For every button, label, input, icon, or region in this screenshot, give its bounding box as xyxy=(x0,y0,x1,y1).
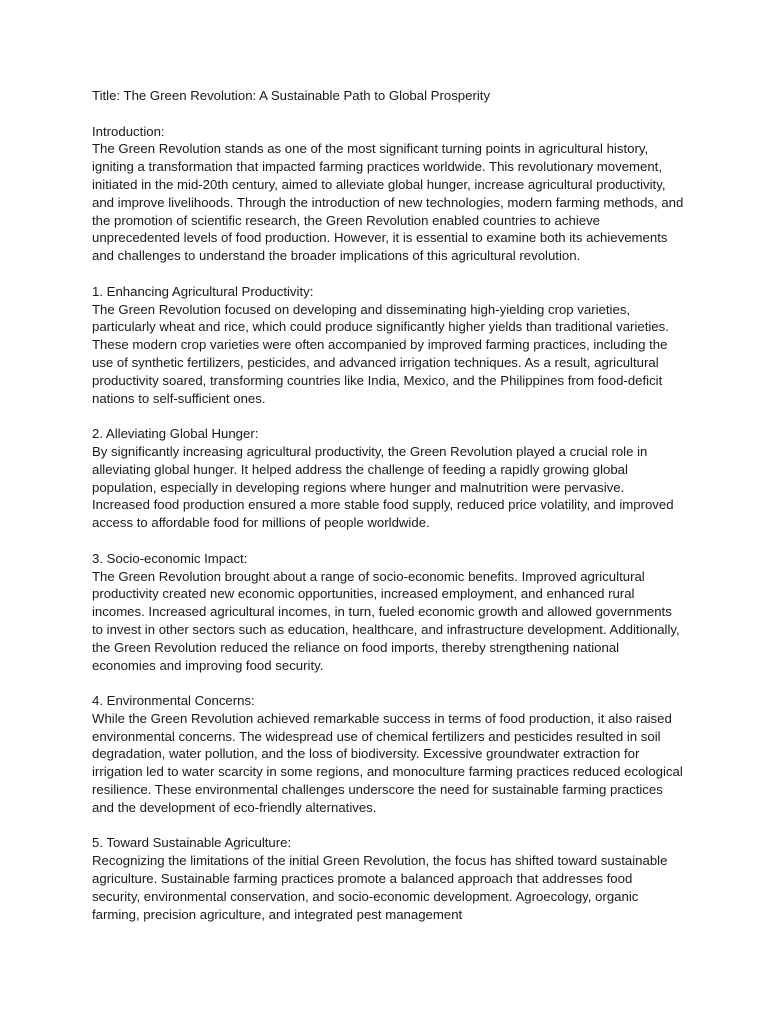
section-body: By significantly increasing agricultural productivity, the Green Revolution played a crucial role in alleviating global hunger. It helped address the challenge of feeding a rapidly growing global population, especially in developing regions where hunger and malnutrition were pervasive. Increased food production ensured a more stable food supply, reduced price volatility, and improved access to affordable food for millions of people worldwide. xyxy=(92,443,674,531)
section-heading: 1. Enhancing Agricultural Productivity: xyxy=(92,283,314,299)
section-body: The Green Revolution focused on developing and disseminating high-yielding crop varieties, particularly wheat and rice, which could produce significantly higher yields than traditional varieties. These modern crop varieties were often accompanied by improved farming practices, including the use of synthetic fertilizers, pesticides, and advanced irrigation techniques. As a result, agricultural productivity soared, transforming countries like India, Mexico, and the Philippines from food-deficit nations to self-sufficient ones. xyxy=(92,301,669,406)
section-heading: 2. Alleviating Global Hunger: xyxy=(92,426,259,442)
section-heading: 3. Socio-economic Impact: xyxy=(92,550,248,566)
section-introduction xyxy=(92,123,684,265)
section-socio-economic xyxy=(92,550,684,675)
section-body: Recognizing the limitations of the initial Green Revolution, the focus has shifted toward sustainable agriculture. Sustainable farming practices promote a balanced approach that addresses food security, environmental conservation, and socio-economic development. Agroecology, organic farming, precision agriculture, and integrated pest management xyxy=(92,853,668,922)
section-environmental-concerns xyxy=(92,692,684,817)
section-sustainable-agriculture xyxy=(92,834,684,923)
document-title: Title: The Green Revolution: A Sustainable Path to Global Prosperity xyxy=(92,88,491,103)
section-body: While the Green Revolution achieved remarkable success in terms of food production, it also raised environmental concerns. The widespread use of chemical fertilizers and pesticides resulted in soil degradation, water pollution, and the loss of biodiversity. Excessive groundwater extraction for irrigation led to water scarcity in some regions, and monoculture farming practices reduced ecological resilience. These environmental challenges underscore the need for sustainable farming practices and the development of eco-friendly alternatives. xyxy=(92,710,683,815)
section-heading: 4. Environmental Concerns: xyxy=(92,693,255,709)
section-heading: 5. Toward Sustainable Agriculture: xyxy=(92,835,292,851)
section-body: The Green Revolution brought about a range of socio-economic benefits. Improved agricultural productivity created new economic opportunities, increased employment, and enhanced rural incomes. Increased agricultural incomes, in turn, fueled economic growth and allowed governments to invest in other sectors such as education, healthcare, and infrastructure development. Additionally, the Green Revolution reduced the reliance on food imports, thereby strengthening national economies and improving food security. xyxy=(92,568,680,673)
section-heading: Introduction: xyxy=(92,123,165,139)
section-alleviating-hunger xyxy=(92,425,684,532)
section-body: The Green Revolution stands as one of the most significant turning points in agricultural history, igniting a transformation that impacted farming practices worldwide. This revolutionary movement, initiated in the mid-20th century, aimed to alleviate global hunger, increase agricultural productivity, and improve livelihoods. Through the introduction of new technologies, modern farming methods, and the promotion of scientific research, the Green Revolution enabled countries to achieve unprecedented levels of food production. However, it is essential to examine both its achievements and challenges to understand the broader implications of this agricultural revolution. xyxy=(92,141,684,264)
section-enhancing-productivity xyxy=(92,283,684,408)
document-page xyxy=(92,87,684,923)
